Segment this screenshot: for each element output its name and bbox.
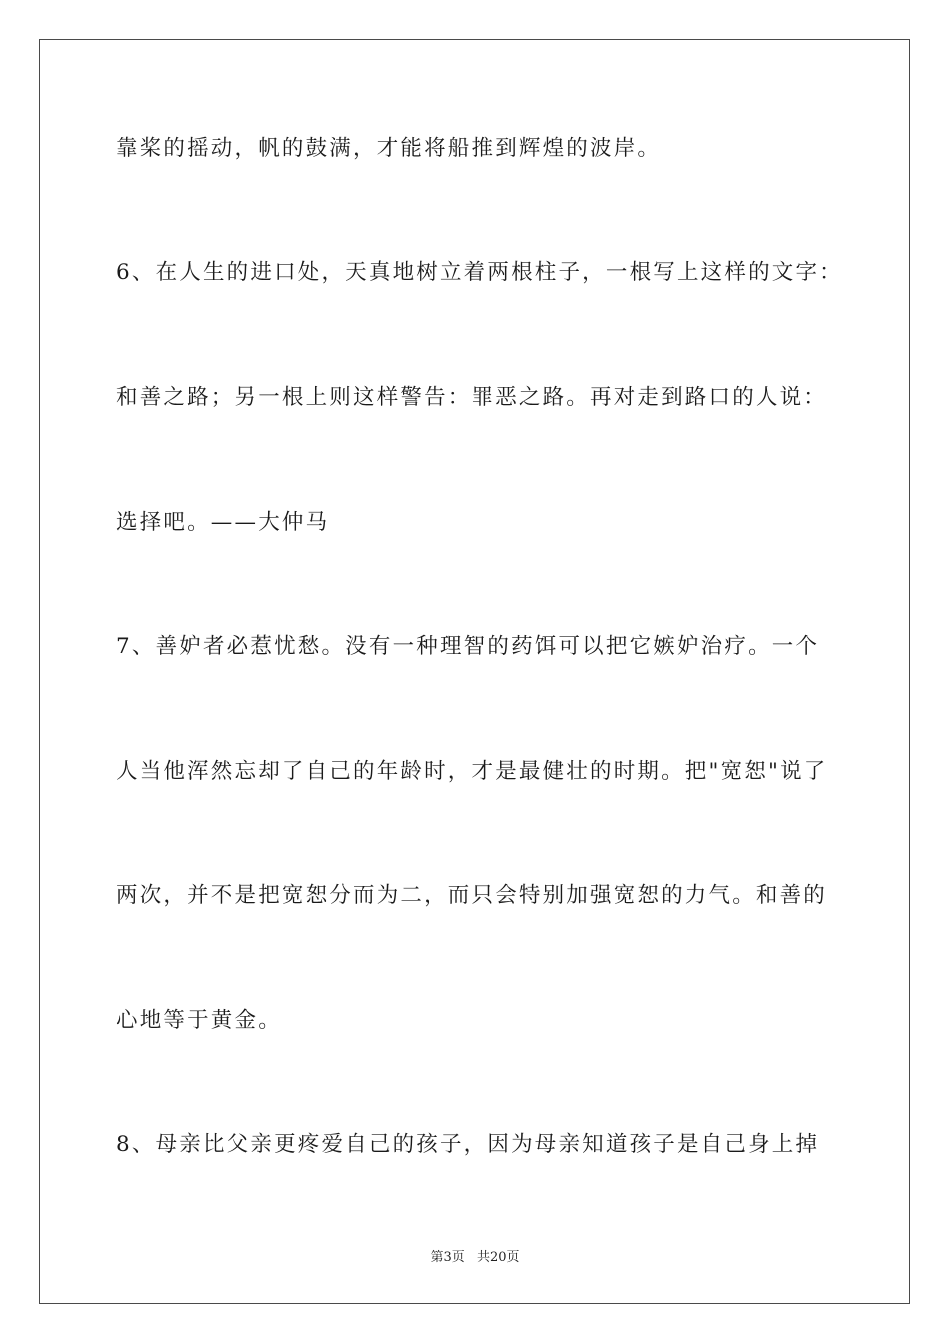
page-total: 共20页 [476, 1250, 520, 1265]
page-footer [0, 1246, 950, 1265]
text-line: 7、善妒者必惹忧愁。没有一种理智的药饵可以把它嫉妒治疗。一个 [116, 634, 820, 659]
page-border [39, 39, 910, 1304]
text-line: 两次，并不是把宽恕分而为二，而只会特别加强宽恕的力气。和善的 [116, 883, 828, 908]
text-line: 人当他浑然忘却了自己的年龄时，才是最健壮的时期。把"宽恕"说了 [116, 759, 828, 784]
page-number: 第3页 [430, 1250, 465, 1265]
text-line: 靠桨的摇动，帆的鼓满，才能将船推到辉煌的波岸。 [116, 136, 662, 161]
text-line: 和善之路；另一根上则这样警告：罪恶之路。再对走到路口的人说： [116, 385, 828, 410]
text-line: 6、在人生的进口处，天真地树立着两根柱子，一根写上这样的文字： [116, 260, 843, 285]
text-line: 心地等于黄金。 [116, 1008, 282, 1033]
text-line: 8、母亲比父亲更疼爱自己的孩子，因为母亲知道孩子是自己身上掉 [116, 1132, 820, 1157]
text-line: 选择吧。——大仲马 [116, 510, 330, 535]
